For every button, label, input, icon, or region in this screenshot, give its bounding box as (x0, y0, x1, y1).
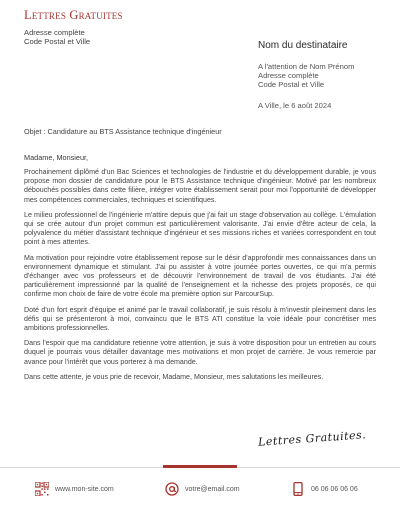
email-link[interactable]: votre@email.com (185, 485, 240, 493)
recipient-name: Nom du destinataire (258, 40, 348, 51)
recipient-attention: A l'attention de Nom Prénom (258, 62, 355, 71)
paragraph-qualities: Doté d'un fort esprit d'équipe et animé par le travail collaboratif, je suis résolu à m'investir pleinement dans les défis qui se présenteront à moi, convaincu que le BTS ATI constitue la voie idéale pour concrétiser mes ambitions professionnelles. (24, 305, 376, 333)
letter-date: A Ville, le 6 août 2024 (258, 101, 332, 110)
sender-block (24, 8, 123, 46)
footer-email[interactable] (165, 482, 240, 496)
letter-object: Objet : Candidature au BTS Assistance technique d'ingénieur (24, 127, 222, 136)
paragraph-motivation: Le milieu professionnel de l'ingénierie m'attire depuis que j'ai fait un stage d'observation au collège. L'émulation qui se crée autour d'un projet commun est particulièrement valorisante. J'ai envie d'être acteur de cela, la polyvalence du métier d'assistant technique d'ingénieur et ses missions riches et variées correspondent en tout point à mes attentes. (24, 210, 376, 247)
recipient-postal: Code Postal et Ville (258, 80, 325, 89)
footer-accent-bar (163, 465, 237, 468)
smartphone-icon (291, 482, 305, 496)
recipient-address: Adresse complète (258, 71, 319, 80)
sender-address: Adresse complète (24, 28, 85, 37)
phone-number[interactable]: 06 06 06 06 06 (311, 485, 358, 493)
footer (0, 482, 400, 502)
signature: Lettres Gratuites. (257, 428, 367, 449)
recipient-block (258, 40, 354, 89)
paragraph-intro: Prochainement diplômé d'un Bac Sciences et technologies de l'industrie et du développement durable, je vous propose mon dossier de candidature pour le BTS Assistance technique d'ingénieur. Motivé par les nombreux débouchés possibles dans cette filière, intégrer votre établissement serait pour moi l'opportunité de développer mes compétences commerciales, techniques et scientifiques. (24, 168, 376, 204)
website-link[interactable]: www.mon-site.com (55, 485, 114, 493)
sender-postal: Code Postal et Ville (24, 37, 91, 46)
salutation: Madame, Monsieur, (24, 153, 89, 162)
qr-code-icon (35, 482, 49, 496)
paragraph-closing: Dans cette attente, je vous prie de recevoir, Madame, Monsieur, mes salutations les meilleures. (24, 372, 324, 381)
footer-phone[interactable] (291, 482, 358, 496)
at-sign-icon (165, 482, 179, 496)
letter-body (24, 153, 376, 388)
footer-website[interactable] (35, 482, 114, 496)
paragraph-school: Ma motivation pour rejoindre votre établissement repose sur le désir d'approfondir mes connaissances dans un environnement dynamique et stimulant. J'ai pu assister à votre journée portes ouvertes, ce qui m'a permis d'échanger avec vos professeurs et de découvrir l'environnement de travail de vos étudiants. J'ai été particulièrement impressionné par la qualité de l'enseignement et la richesse des projets proposés, ce qui confirme mon choix de faire de votre école ma première option sur ParcourSup. (24, 253, 376, 299)
paragraph-interview: Dans l'espoir que ma candidature retienne votre attention, je suis à votre disposition pour un entretien au cours duquel je pourrais vous détailler davantage mes motivations et mon projet de carrière. Je vous remercie par avance pour l'intérêt que vous porterez à ma demande. (24, 339, 376, 366)
sender-name: Lettres Gratuites (24, 8, 123, 22)
